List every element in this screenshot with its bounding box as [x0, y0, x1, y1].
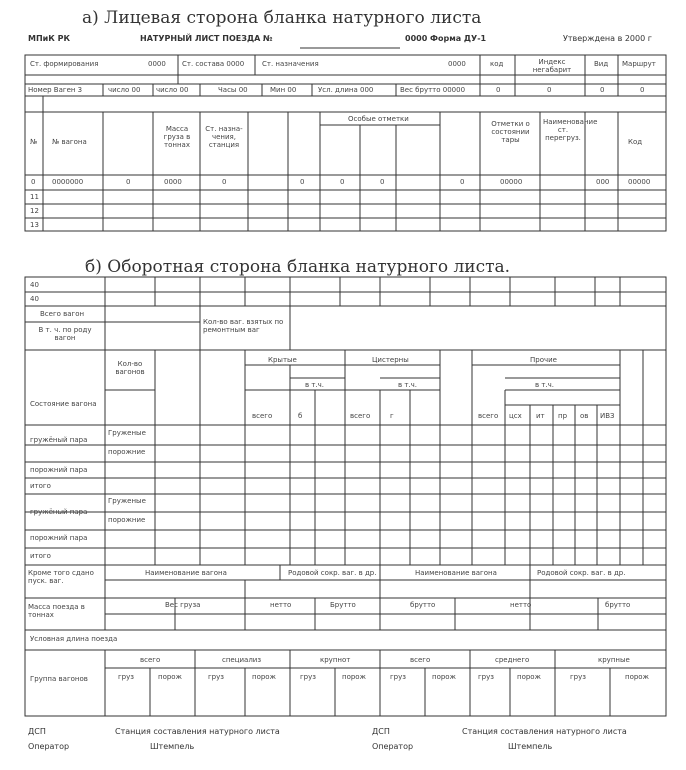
front-minutes: Мин 00: [270, 86, 297, 94]
front-row-number-1: 11: [30, 193, 39, 201]
back-status: Состояние вагона: [30, 400, 97, 408]
back-pair-4: порож: [252, 673, 276, 681]
back-group-col-5: среднего: [495, 656, 530, 664]
back-sub-col-1: всего: [478, 412, 499, 420]
back-caption: б) Оборотная сторона бланка натурного листа.: [85, 257, 511, 277]
front-row2-v2: 0: [547, 86, 552, 94]
footer-operator-right: Оператор: [372, 742, 414, 751]
front-origin-station: Ст. формирования: [30, 60, 99, 68]
back-g-col: г: [390, 412, 394, 420]
front-gross-weight: Вес брутто 00000: [400, 86, 466, 94]
back-train-length: Условная длина поезда: [30, 635, 118, 643]
front-col-transshipment: Наименование ст. перегруз.: [543, 118, 598, 142]
back-group-col-4: всего: [410, 656, 431, 664]
back-b-col: б: [298, 412, 303, 420]
front-val-seq: 0: [31, 178, 36, 186]
back-sub-col-4: пр: [558, 412, 568, 420]
back-covered: Крытые: [268, 356, 297, 364]
front-destination-code: 0000: [448, 60, 466, 68]
back-incl-2: в т.ч.: [398, 381, 418, 389]
back-row-40a: 40: [30, 281, 39, 289]
back-sub-col-6: ИВЗ: [600, 412, 615, 420]
back-pair-6: порож: [342, 673, 366, 681]
back-platforms: Цистерны: [372, 356, 409, 364]
back-pair-10: порож: [517, 673, 541, 681]
front-val-h: 00000: [500, 178, 523, 186]
back-weight-1: Родовой сокр. ваг. в др.: [288, 569, 377, 577]
back-group-col-6: крупные: [598, 656, 630, 664]
front-col-destination: Ст. назна-чения, станция: [205, 125, 243, 149]
form-title: НАТУРНЫЙ ЛИСТ ПОЕЗДА №: [140, 34, 273, 43]
front-type-header: Вид: [594, 60, 609, 68]
footer-station-right: Станция составления натурного листа: [462, 727, 627, 736]
footer-dsp-left: ДСП: [28, 727, 46, 736]
back-total-2: итого: [30, 552, 51, 560]
front-row-number-2: 12: [30, 207, 39, 215]
back-name-wagon-2: Наименование вагона: [415, 569, 497, 577]
back-total-col2: всего: [350, 412, 371, 420]
back-brutto2: брутто: [410, 601, 436, 609]
back-others: Прочие: [530, 356, 557, 364]
front-val-wagon: 0000000: [52, 178, 84, 186]
back-weight-2: Родовой сокр. ваг. в др.: [537, 569, 626, 577]
front-length: Усл. длина 000: [318, 86, 374, 94]
back-group-col-1: всего: [140, 656, 161, 664]
back-sub-col-3: ит: [536, 412, 545, 420]
back-cargo-type-2: порожние: [108, 448, 146, 456]
back-name-wagon-1: Наименование вагона: [145, 569, 227, 577]
back-row-40b: 40: [30, 295, 39, 303]
front-val-b: 0000: [164, 178, 182, 186]
front-route-header: Маршрут: [622, 60, 656, 68]
back-wagons-count: Кол-во вагонов: [115, 360, 145, 376]
back-group-col-3: крупнот: [320, 656, 351, 664]
back-cargo-type-3: Груженые: [108, 497, 146, 505]
back-pair-12: порож: [625, 673, 649, 681]
front-date-1: число 00: [108, 86, 141, 94]
front-composition-station: Ст. состава 0000: [182, 60, 245, 68]
back-brutto3: брутто: [605, 601, 631, 609]
footer-operator-left: Оператор: [28, 742, 70, 751]
front-origin-code: 0000: [148, 60, 166, 68]
front-val-a: 0: [126, 178, 131, 186]
front-val-c: 0: [222, 178, 227, 186]
front-row-number-3: 13: [30, 221, 39, 229]
back-pair-5: груз: [300, 673, 316, 681]
back-sub-col-5: ов: [580, 412, 589, 420]
back-cargo-weight: Вес груза: [165, 601, 201, 609]
footer-dsp-right: ДСП: [372, 727, 390, 736]
front-val-i: 000: [596, 178, 610, 186]
front-caption: а) Лицевая сторона бланка натурного листа: [82, 8, 482, 28]
back-cargo-type-1: Груженые: [108, 429, 146, 437]
back-group-col-2: специализ: [222, 656, 262, 664]
front-row2-v3: 0: [600, 86, 605, 94]
back-wagon-group: Группа вагонов: [30, 675, 88, 683]
back-including: В т. ч. по роду вагон: [38, 326, 92, 342]
front-col-special-marks: Особые отметки: [348, 115, 409, 123]
front-col-seq: №: [30, 138, 38, 146]
back-total-1: итого: [30, 482, 51, 490]
back-brutto: Брутто: [330, 601, 356, 609]
back-cargo-type-4: порожние: [108, 516, 146, 524]
back-netto: нетто: [270, 601, 292, 609]
front-date-2: число 00: [156, 86, 189, 94]
front-val-e: 0: [340, 178, 345, 186]
front-row2-v4: 0: [640, 86, 645, 94]
back-total-col: всего: [252, 412, 273, 420]
footer-stamp-right: Штемпель: [508, 742, 553, 751]
front-val-g: 0: [460, 178, 465, 186]
footer-station-left: Станция составления натурного листа: [115, 727, 280, 736]
form-code: 0000 Форма ДУ-1: [405, 34, 487, 43]
front-val-j: 00000: [628, 178, 651, 186]
front-col-cargo-mass: Масса груза в тоннах: [163, 125, 191, 149]
back-pair-8: порож: [432, 673, 456, 681]
front-col-code: Код: [628, 138, 643, 146]
back-loaded-2: гружёный пара: [30, 508, 88, 516]
front-wagon-number: Номер Ваген 3: [28, 86, 83, 94]
footer-stamp-left: Штемпель: [150, 742, 195, 751]
approval-note: Утверждена в 2000 г: [563, 34, 652, 43]
back-sub-col-2: цсх: [509, 412, 522, 420]
front-destination-station: Ст. назначения: [262, 60, 319, 68]
front-hours: Часы 00: [218, 86, 248, 94]
front-row2-v1: 0: [496, 86, 501, 94]
back-cargo-count: Кроме того сдано пуск. ваг.: [28, 569, 94, 585]
back-netto2: нетто: [510, 601, 532, 609]
back-empty-2: порожний пара: [30, 534, 88, 542]
back-total-wagons: Всего вагон: [40, 310, 85, 318]
back-pair-9: груз: [478, 673, 494, 681]
back-incl-3: в т.ч.: [535, 381, 555, 389]
back-leased: Кол-во ваг. взятых по ремонтным ваг: [203, 318, 284, 334]
front-oversize-header: Индекс негабарит: [532, 58, 572, 74]
front-col-wagon-number: № вагона: [52, 138, 87, 146]
back-mass-row: Масса поезда в тоннах: [28, 603, 85, 619]
back-pair-3: груз: [208, 673, 224, 681]
back-pair-1: груз: [118, 673, 134, 681]
back-pair-11: груз: [570, 673, 586, 681]
ministry-label: МПиК РК: [28, 34, 70, 43]
front-col-container-status: Отметки о состоянии тары: [491, 120, 530, 144]
back-empty-1: порожний пара: [30, 466, 88, 474]
front-code-header: код: [490, 60, 504, 68]
front-val-d: 0: [300, 178, 305, 186]
front-val-f: 0: [380, 178, 385, 186]
back-pair-2: порож: [158, 673, 182, 681]
back-pair-7: груз: [390, 673, 406, 681]
back-incl-1: в т.ч.: [305, 381, 325, 389]
back-loaded-1: гружёный пара: [30, 436, 88, 444]
